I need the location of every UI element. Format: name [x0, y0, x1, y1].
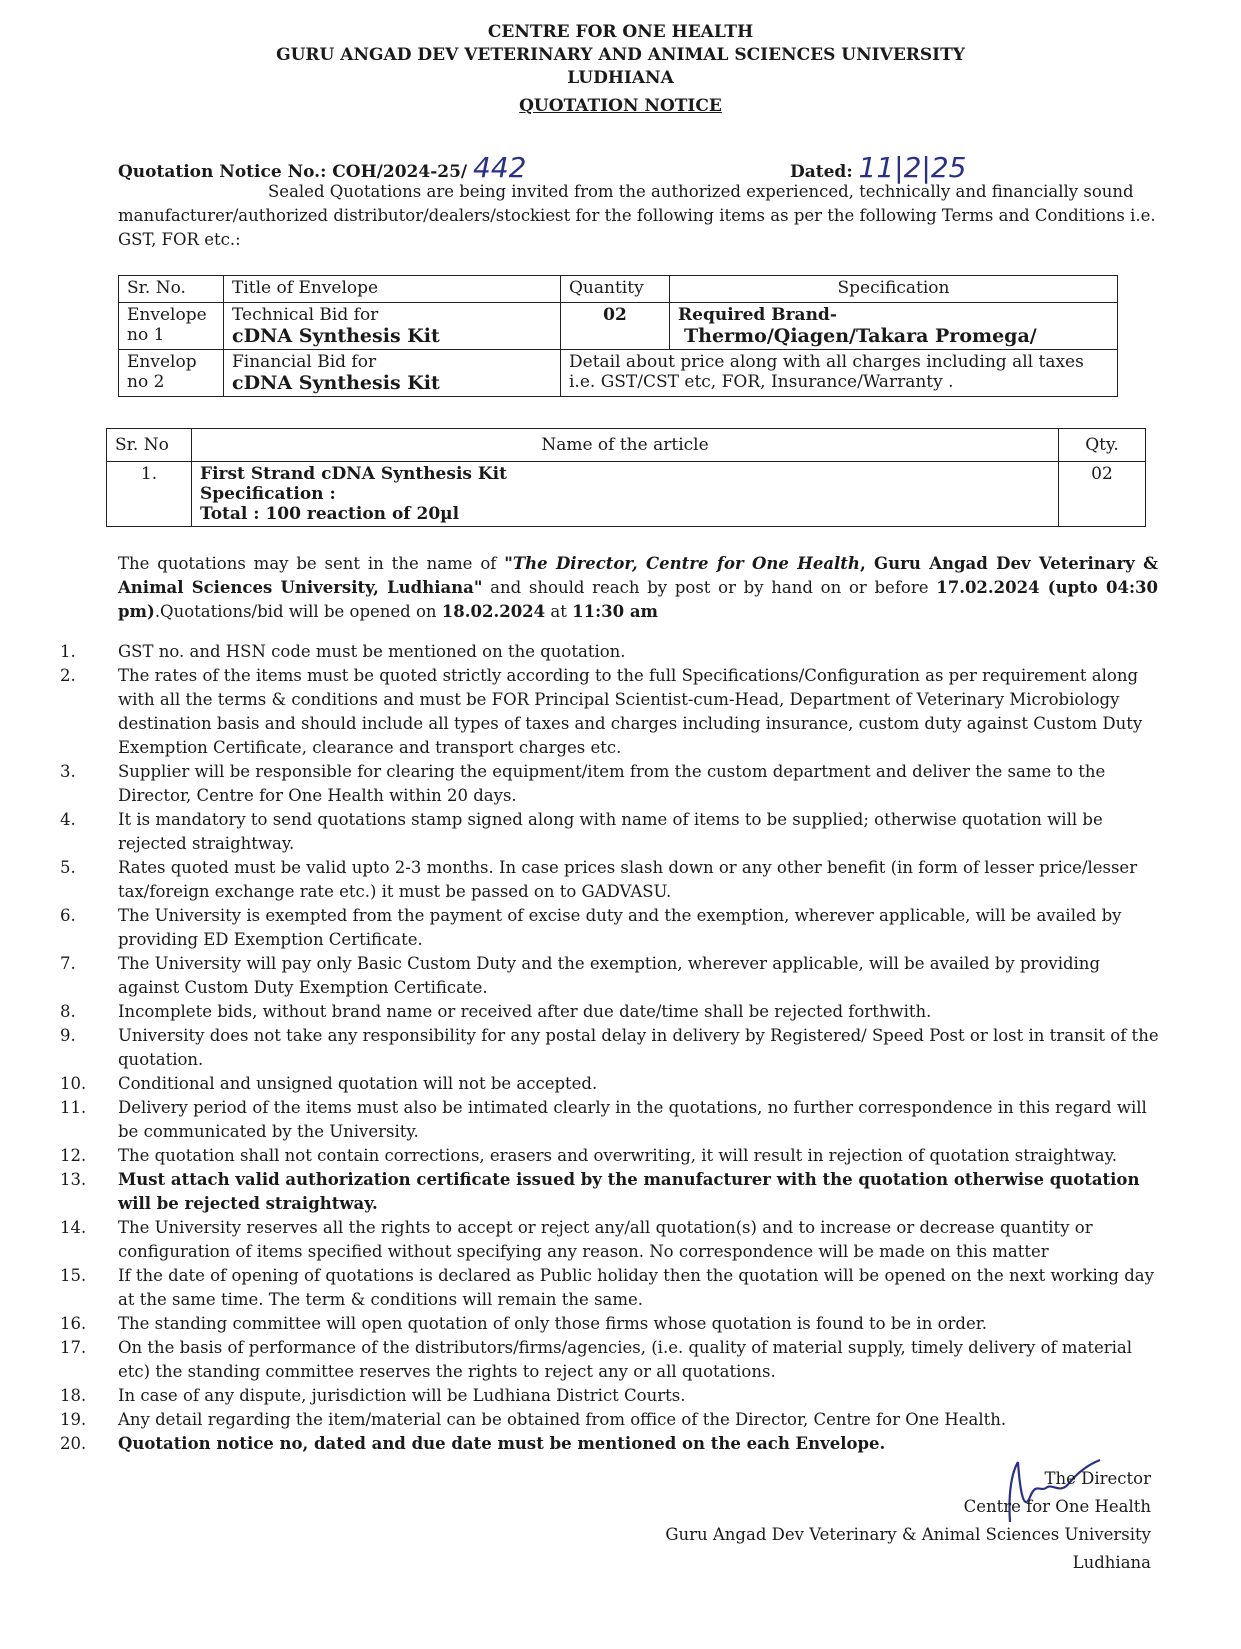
term-text: Any detail regarding the item/material can be obtained from office of the Director, Centre for One Health. — [118, 1410, 1007, 1429]
signature-line-4: Ludhiana — [1072, 1553, 1151, 1572]
submission-paragraph — [118, 552, 1158, 624]
term-number: 7. — [60, 954, 76, 973]
header-sr-no: Sr. No — [107, 429, 192, 462]
term-text: Quotation notice no, dated and due date must be mentioned on the each Envelope. — [118, 1434, 886, 1453]
envelope-title — [224, 350, 561, 397]
term-number: 9. — [60, 1026, 76, 1045]
para-addressee: "The Director, Centre for One Health — [504, 554, 860, 573]
article-qty: 02 — [1059, 462, 1146, 527]
envelope-sr: Envelop no 2 — [119, 350, 224, 397]
list-item — [60, 1072, 1160, 1096]
term-number: 18. — [60, 1386, 87, 1405]
term-text: If the date of opening of quotations is declared as Public holiday then the quotation will be opened on the next working day at the same time. The term & conditions will remain the same. — [118, 1266, 1154, 1309]
intro-paragraph — [118, 180, 1158, 252]
para-text: .Quotations/bid will be opened on — [154, 602, 442, 621]
para-university: , Guru Angad Dev Veterinary & Animal Sciences University, Ludhiana" — [118, 554, 1159, 597]
list-item — [60, 640, 1160, 664]
article-total: Total : 100 reaction of 20µl — [200, 504, 460, 524]
term-text: Conditional and unsigned quotation will not be accepted. — [118, 1074, 598, 1093]
header-qty: Qty. — [1059, 429, 1146, 462]
page-title: QUOTATION NOTICE — [519, 96, 722, 116]
term-number: 2. — [60, 666, 76, 685]
list-item — [60, 664, 1160, 760]
signature-line-2: Centre for One Health — [963, 1497, 1151, 1516]
signature-line-1: The Director — [1044, 1469, 1151, 1488]
article-table-header — [107, 429, 1146, 462]
signature-line-3: Guru Angad Dev Veterinary & Animal Sciences University — [665, 1525, 1151, 1544]
list-item — [60, 1216, 1160, 1264]
term-number: 15. — [60, 1266, 87, 1285]
list-item — [60, 1408, 1160, 1432]
article-name — [192, 462, 1059, 527]
envelope-title-line-2: cDNA Synthesis Kit — [232, 325, 440, 347]
envelope-table-header — [119, 276, 1118, 303]
para-opening-date: 18.02.2024 — [441, 602, 546, 621]
envelope-spec-line-1: Required Brand- — [678, 305, 837, 325]
term-text: The quotation shall not contain corrections, erasers and overwriting, it will result in rejection of quotation straightway. — [118, 1146, 1118, 1165]
list-item — [60, 1384, 1160, 1408]
list-item — [60, 1144, 1160, 1168]
term-number: 4. — [60, 810, 76, 829]
table-row — [119, 350, 1118, 397]
term-number: 1. — [60, 642, 76, 661]
term-number: 17. — [60, 1338, 87, 1357]
term-text: Delivery period of the items must also be intimated clearly in the quotations, no further correspondence in this regard will be communicated by the University. — [118, 1098, 1147, 1141]
term-text: University does not take any responsibility for any postal delay in delivery by Registered/ Speed Post or lost in transit of the quotation. — [118, 1026, 1159, 1069]
term-text: Must attach valid authorization certificate issued by the manufacturer with the quotation otherwise quotation will be rejected straightway. — [118, 1170, 1140, 1213]
term-number: 20. — [60, 1434, 87, 1453]
term-number: 19. — [60, 1410, 87, 1429]
header-line-2: GURU ANGAD DEV VETERINARY AND ANIMAL SCIENCES UNIVERSITY — [276, 45, 965, 65]
term-text: The University reserves all the rights to accept or reject any/all quotation(s) and to increase or decrease quantity or configuration of items specified without specifying any reason. No correspondence will be made on this matter — [118, 1218, 1093, 1261]
term-text: On the basis of performance of the distributors/firms/agencies, (i.e. quality of material supply, timely delivery of material etc) the standing committee reserves the rights to reject any or all quotations. — [118, 1338, 1133, 1381]
term-text: The University is exempted from the payment of excise duty and the exemption, wherever applicable, will be availed by providing ED Exemption Certificate. — [118, 906, 1122, 949]
para-text: The quotations may be sent in the name of — [118, 554, 505, 573]
envelope-sr: Envelope no 1 — [119, 303, 224, 350]
envelope-spec: Detail about price along with all charges including all taxes i.e. GST/CST etc, FOR, Insurance/Warranty . — [561, 350, 1118, 397]
para-text: and should reach by post or by hand on or before — [482, 578, 937, 597]
header-article-name: Name of the article — [192, 429, 1059, 462]
intro-text: Sealed Quotations are being invited from the authorized experienced, technically and financially sound manufacturer/authorized distributor/dealers/stockiest for the following items as per the following Terms and Conditions i.e. GST, FOR etc.: — [118, 182, 1156, 249]
para-deadline: 17.02.2024 (upto 04:30 pm) — [118, 578, 1158, 621]
table-row — [107, 462, 1146, 527]
term-number: 13. — [60, 1170, 87, 1189]
header-sr-no: Sr. No. — [119, 276, 224, 303]
terms-list — [60, 640, 1160, 1456]
term-text: In case of any dispute, jurisdiction will be Ludhiana District Courts. — [118, 1386, 686, 1405]
article-table — [106, 428, 1146, 527]
signature-block — [665, 1465, 1151, 1577]
term-text: Supplier will be responsible for clearing the equipment/item from the custom department and deliver the same to the Director, Centre for One Health within 20 days. — [118, 762, 1106, 805]
article-sr: 1. — [107, 462, 192, 527]
list-item — [60, 1336, 1160, 1384]
table-row — [119, 303, 1118, 350]
dated-label: Dated: — [790, 162, 853, 182]
list-item — [60, 856, 1160, 904]
term-number: 11. — [60, 1098, 87, 1117]
list-item — [60, 1168, 1160, 1216]
term-number: 8. — [60, 1002, 76, 1021]
term-text: Rates quoted must be valid upto 2-3 months. In case prices slash down or any other benefit (in form of lesser price/lesser tax/foreign exchange rate etc.) it must be passed on to GADVASU. — [118, 858, 1138, 901]
envelope-title-line-1: Technical Bid for — [232, 305, 379, 325]
envelope-qty: 02 — [561, 303, 670, 350]
envelope-spec-line-2: Thermo/Qiagen/Takara Promega/ — [684, 325, 1037, 347]
list-item — [60, 952, 1160, 1000]
list-item — [60, 760, 1160, 808]
article-name-text: First Strand cDNA Synthesis Kit — [200, 464, 507, 484]
envelope-title-line-1: Financial Bid for — [232, 352, 377, 372]
para-text: at — [545, 602, 573, 621]
term-number: 12. — [60, 1146, 87, 1165]
term-number: 3. — [60, 762, 76, 781]
envelope-table — [118, 275, 1118, 397]
term-text: Incomplete bids, without brand name or received after due date/time shall be rejected forthwith. — [118, 1002, 932, 1021]
list-item — [60, 1024, 1160, 1072]
notice-number-handwritten: 442 — [473, 151, 527, 184]
term-text: The rates of the items must be quoted strictly according to the full Specifications/Configuration as per requirement along with all the terms & conditions and must be FOR Principal Scientist-cum-Head, Department of Veterinary Microbiology destination basis and should include all types of taxes and charges including insurance, custom duty against Custom Duty Exemption Certificate, clearance and transport charges etc. — [118, 666, 1143, 757]
header-specification: Specification — [670, 276, 1118, 303]
header-title-envelope: Title of Envelope — [224, 276, 561, 303]
list-item — [60, 1096, 1160, 1144]
list-item — [60, 808, 1160, 856]
dated-handwritten: 11|2|25 — [858, 151, 967, 184]
term-text: It is mandatory to send quotations stamp signed along with name of items to be supplied; otherwise quotation will be rejected straightway. — [118, 810, 1103, 853]
list-item — [60, 904, 1160, 952]
term-number: 5. — [60, 858, 76, 877]
header-quantity: Quantity — [561, 276, 670, 303]
term-text: GST no. and HSN code must be mentioned on the quotation. — [118, 642, 626, 661]
envelope-title-line-2: cDNA Synthesis Kit — [232, 372, 440, 394]
header-line-3: LUDHIANA — [567, 68, 674, 88]
term-text: The University will pay only Basic Custom Duty and the exemption, wherever applicable, will be availed by providing against Custom Duty Exemption Certificate. — [118, 954, 1100, 997]
term-number: 14. — [60, 1218, 87, 1237]
term-number: 16. — [60, 1314, 87, 1333]
header-line-1: CENTRE FOR ONE HEALTH — [487, 22, 754, 42]
list-item — [60, 1264, 1160, 1312]
list-item — [60, 1312, 1160, 1336]
term-number: 10. — [60, 1074, 87, 1093]
para-opening-time: 11:30 am — [572, 602, 659, 621]
list-item — [60, 1000, 1160, 1024]
envelope-spec — [670, 303, 1118, 350]
term-number: 6. — [60, 906, 76, 925]
term-text: The standing committee will open quotation of only those firms whose quotation is found to be in order. — [118, 1314, 988, 1333]
envelope-title — [224, 303, 561, 350]
article-spec-label: Specification : — [200, 484, 336, 504]
notice-number-label: Quotation Notice No.: COH/2024-25/ — [118, 162, 468, 182]
